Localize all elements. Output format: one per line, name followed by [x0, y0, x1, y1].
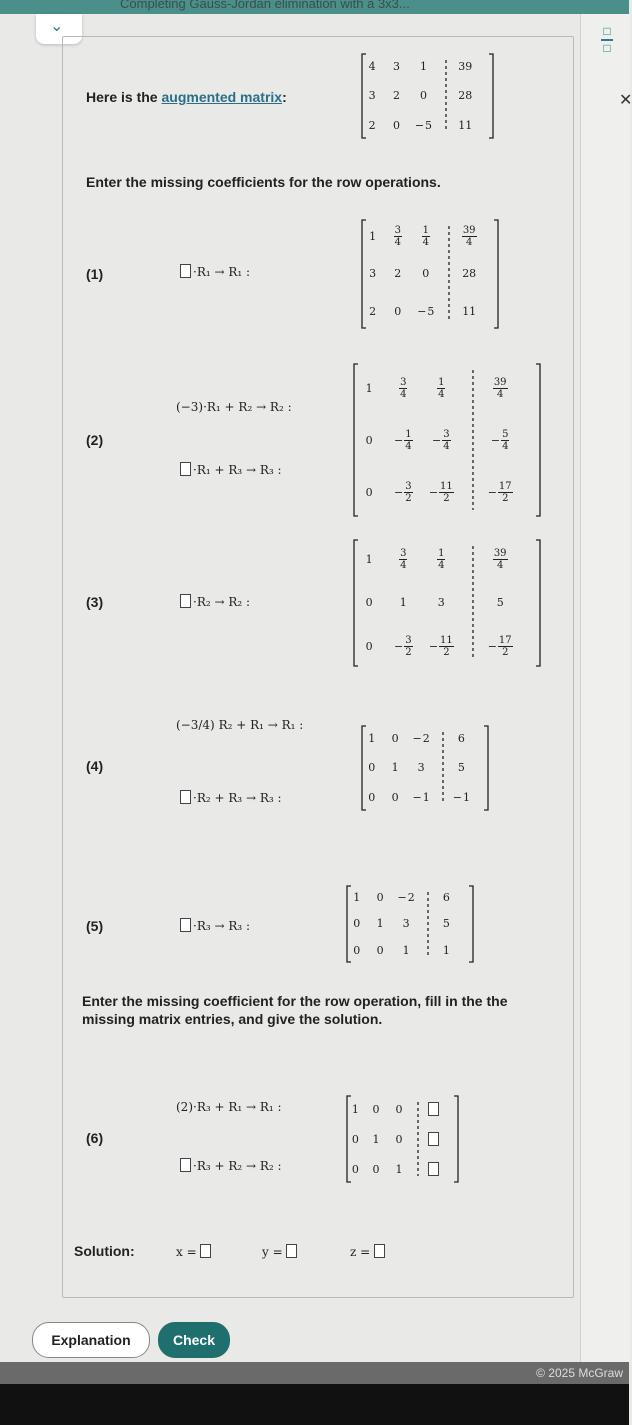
matrix-cell: 0 [395, 1102, 403, 1116]
matrix-cell: 3 [369, 267, 377, 281]
matrix-cell: 0 [395, 1132, 403, 1146]
op6b-expression [180, 1158, 282, 1173]
matrix-cell: 0 [353, 944, 361, 958]
matrix-2 [352, 362, 542, 518]
matrix-cell: 1 [399, 596, 407, 610]
matrix-cell: 39 [458, 60, 473, 74]
solution-label: Solution: [74, 1243, 135, 1259]
chevron-down-icon: ⌄ [50, 18, 64, 35]
matrix-cell: 2 [368, 118, 376, 132]
matrix-cell: $\frac{3}{4}$ [394, 225, 401, 249]
solution-x [176, 1244, 213, 1259]
right-bracket [536, 540, 540, 666]
matrix-cell: − $\frac{17}{2}$ [487, 480, 512, 504]
op2a-text: ·R₁ + R₂ → R₂ : [203, 400, 292, 414]
op4a-text: R₂ + R₁ → R₁ : [218, 718, 304, 732]
matrix-cell: 28 [458, 89, 473, 103]
footer-strip [0, 1362, 629, 1384]
matrix-cell: 0 [376, 890, 384, 904]
matrix-cell: 0 [368, 790, 376, 804]
matrix-cell: 5 [442, 917, 450, 931]
matrix-cell: 1 [365, 381, 373, 395]
matrix-cell: −5 [414, 118, 433, 133]
matrix-cell [421, 1154, 449, 1184]
matrix-cell: −1 [452, 790, 470, 805]
op6a-coef: (2) [176, 1100, 193, 1114]
matrix-cell: $\frac{39}{4}$ [462, 225, 476, 249]
matrix-cell: 1 [369, 230, 377, 244]
matrix-3 [352, 538, 542, 668]
matrix-cell: 2 [369, 304, 377, 318]
matrix-cell: − $\frac{3}{2}$ [394, 634, 412, 658]
op6a-text: ·R₃ + R₁ → R₁ : [193, 1100, 282, 1114]
step-label-5: (5) [86, 918, 104, 934]
op3-expression [180, 594, 250, 609]
matrix-cell: − $\frac{3}{2}$ [394, 480, 412, 504]
matrix-cell: 2 [394, 267, 402, 281]
matrix-cell [421, 1124, 449, 1154]
solution-y [262, 1244, 299, 1259]
matrix-cell: 1 [368, 732, 376, 746]
matrix-cell: $\frac{1}{4}$ [438, 376, 445, 400]
instructions-2: Enter the missing coefficient for the row operation, fill in the the missing matrix entries, and give the solution. [82, 993, 508, 1027]
solution-z-label: z = [350, 1245, 371, 1259]
matrix-cell: 0 [372, 1162, 380, 1176]
op2a-coef: (−3) [176, 400, 204, 414]
matrix-cell: 1 [372, 1132, 380, 1146]
matrix-cell: 3 [437, 596, 445, 610]
op3-text: ·R₂ → R₂ : [193, 595, 251, 609]
matrix-cell: 0 [376, 944, 384, 958]
matrix-cell: 0 [391, 790, 399, 804]
matrix-cell: 2 [392, 89, 400, 103]
right-bracket [536, 364, 540, 516]
op1-text: ·R₁ → R₁ : [193, 265, 251, 279]
matrix-cell: 3 [392, 60, 400, 74]
op2b-expression [180, 462, 282, 477]
calculator-icon[interactable]: □ □ [601, 26, 613, 54]
op1-coef-input[interactable] [180, 264, 191, 278]
right-bracket [489, 54, 493, 138]
matrix-cell: 3 [368, 89, 376, 103]
matrix-cell: 11 [462, 304, 477, 318]
matrix-4 [360, 724, 490, 812]
right-bracket [454, 1096, 458, 1182]
matrix-cell: − $\frac{11}{2}$ [428, 634, 453, 658]
op2a-expression [176, 400, 292, 414]
op2b-coef-input[interactable] [180, 462, 191, 476]
intro-prefix: Here is the [86, 89, 162, 105]
matrix-cell: − $\frac{5}{4}$ [490, 428, 509, 452]
op6b-text: ·R₃ + R₂ → R₂ : [193, 1159, 282, 1173]
matrix-cell: 0 [365, 596, 373, 610]
op4a-expression [176, 718, 303, 732]
step-label-2: (2) [86, 432, 104, 448]
matrix-cell: 3 [417, 761, 425, 775]
matrix-cell: 0 [365, 639, 373, 653]
matrix-cell: 1 [351, 1102, 359, 1116]
matrix-0 [360, 52, 495, 140]
matrix-cell: 11 [458, 118, 473, 132]
matrix-cell: 1 [365, 553, 373, 567]
matrix-cell: 0 [368, 761, 376, 775]
step-label-6: (6) [86, 1130, 104, 1146]
matrix-cell: 0 [394, 304, 402, 318]
step-label-1: (1) [86, 266, 104, 282]
matrix-cell: − $\frac{3}{4}$ [432, 428, 450, 452]
solution-y-label: y = [262, 1245, 283, 1259]
matrix-cell: 0 [419, 89, 427, 103]
matrix-cell: 0 [372, 1102, 380, 1116]
op5-text: ·R₃ → R₃ : [193, 919, 251, 933]
matrix-cell: 0 [365, 433, 373, 447]
footer-bar [0, 1384, 629, 1425]
augmented-matrix-link[interactable]: augmented matrix [161, 89, 283, 105]
matrix-cell: 4 [368, 60, 376, 74]
close-icon[interactable]: ✕ [619, 92, 632, 109]
matrix-cell: $\frac{1}{4}$ [438, 548, 445, 572]
op2b-text: ·R₁ + R₃ → R₃ : [193, 463, 282, 477]
matrix-cell: $\frac{39}{4}$ [493, 376, 507, 400]
matrix-cell: − $\frac{17}{2}$ [487, 634, 512, 658]
matrix-cell: −5 [417, 304, 435, 319]
matrix-cell: −1 [412, 790, 430, 805]
matrix-entry-input[interactable] [428, 1132, 439, 1146]
solution-z [350, 1244, 387, 1259]
matrix-cell: 0 [392, 118, 400, 132]
copyright: © 2025 McGraw [536, 1366, 623, 1380]
right-bracket [484, 726, 488, 810]
op6a-expression [176, 1100, 282, 1114]
matrix-cell: 1 [402, 944, 410, 958]
matrix-cell: 0 [422, 267, 430, 281]
matrix-cell: 1 [395, 1162, 403, 1176]
matrix-cell: 6 [457, 732, 465, 746]
op4b-text: ·R₂ + R₃ → R₃ : [193, 791, 282, 805]
matrix-cell: 0 [391, 732, 399, 746]
matrix-cell: 5 [457, 761, 465, 775]
op6b-coef-input[interactable] [180, 1158, 191, 1172]
check-button[interactable]: Check [158, 1322, 230, 1358]
page-title: Completing Gauss-Jordan elimination with a 3x3... [120, 0, 410, 11]
matrix-cell: − $\frac{1}{4}$ [394, 428, 412, 452]
op4b-expression [180, 790, 282, 805]
solution-x-label: x = [176, 1245, 197, 1259]
intro-suffix: : [282, 89, 287, 105]
op3-coef-input[interactable] [180, 594, 191, 608]
instructions-1: Enter the missing coefficients for the row operations. [86, 174, 441, 190]
step-label-3: (3) [86, 594, 104, 610]
explanation-button[interactable]: Explanation [32, 1322, 150, 1358]
matrix-cell: 1 [391, 761, 399, 775]
intro-text [86, 89, 287, 105]
top-bar [0, 0, 629, 14]
matrix-cell: −2 [397, 890, 415, 905]
matrix-cell: 1 [442, 944, 450, 958]
matrix-5 [345, 884, 475, 964]
op1-expression [180, 264, 250, 279]
matrix-cell: $\frac{1}{4}$ [422, 225, 429, 249]
solution-y-input[interactable] [286, 1244, 297, 1258]
op5-coef-input[interactable] [180, 918, 191, 932]
matrix-cell: 0 [365, 485, 373, 499]
matrix-cell: −2 [412, 731, 430, 746]
matrix-cell: − $\frac{11}{2}$ [428, 480, 453, 504]
matrix-cell: $\frac{3}{4}$ [400, 376, 407, 400]
matrix-cell: 1 [419, 60, 427, 74]
matrix-entry-input[interactable] [428, 1102, 439, 1116]
matrix-cell [421, 1094, 449, 1124]
matrix-cell: 0 [353, 917, 361, 931]
matrix-cell: 0 [351, 1132, 359, 1146]
matrix-1 [360, 218, 500, 330]
matrix-cell: 1 [376, 917, 384, 931]
matrix-cell: 0 [351, 1162, 359, 1176]
matrix-cell: $\frac{39}{4}$ [493, 548, 507, 572]
matrix-cell: 3 [402, 917, 410, 931]
op4a-coef: (−3/4) [176, 718, 215, 732]
solution-x-input[interactable] [200, 1244, 211, 1258]
matrix-cell: $\frac{3}{4}$ [400, 548, 407, 572]
matrix-6 [345, 1094, 460, 1184]
side-toolbar [580, 14, 630, 1364]
matrix-cell: 5 [496, 596, 504, 610]
matrix-cell: 28 [462, 267, 477, 281]
op5-expression [180, 918, 250, 933]
matrix-entry-input[interactable] [428, 1162, 439, 1176]
op4b-coef-input[interactable] [180, 790, 191, 804]
step-label-4: (4) [86, 758, 104, 774]
matrix-cell: 6 [442, 890, 450, 904]
right-bracket [494, 220, 498, 328]
matrix-cell: 1 [353, 890, 361, 904]
right-bracket [469, 886, 473, 962]
solution-z-input[interactable] [374, 1244, 385, 1258]
